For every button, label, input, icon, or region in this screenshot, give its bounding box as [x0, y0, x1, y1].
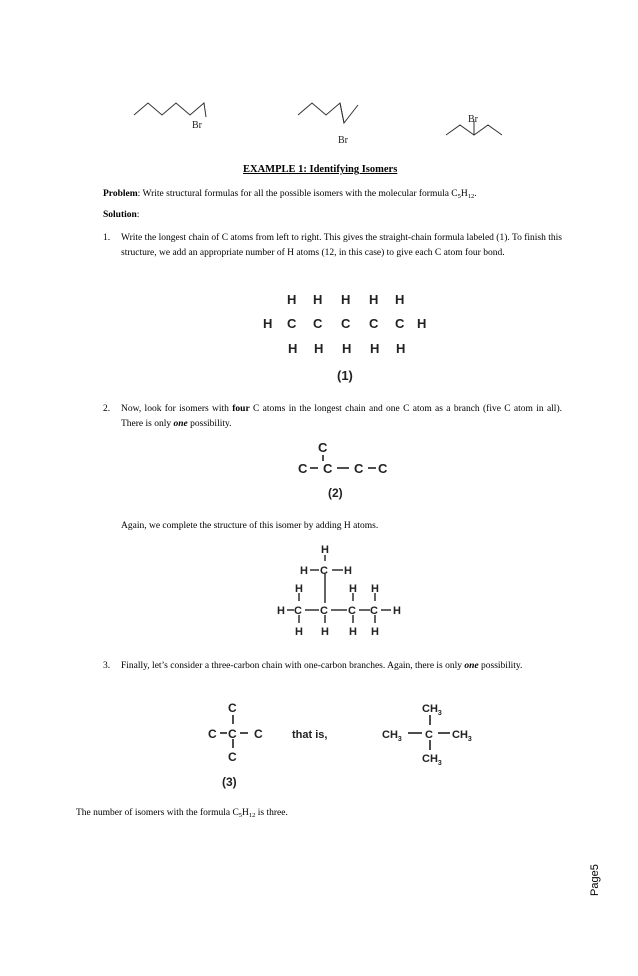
svg-text:H: H	[314, 341, 324, 356]
problem-label: Problem	[103, 189, 138, 199]
problem-text: : Write structural formulas for all the possible isomers with the molecular formula C	[137, 189, 458, 199]
skeletal-structures	[120, 95, 540, 155]
structure-2-hydrogens	[275, 543, 415, 643]
svg-text:H: H	[393, 605, 401, 617]
svg-text:CH3: $CH_3$	[422, 753, 442, 767]
problem-end: .	[474, 189, 477, 199]
br-label-3: Br	[468, 114, 478, 125]
skeletal-chain-2	[298, 103, 358, 123]
svg-text:H: H	[321, 544, 329, 556]
svg-text:H: H	[263, 316, 273, 331]
svg-text:H: H	[370, 341, 380, 356]
step-2-text: Now, look for isomers with four C atoms in the longest chain and one C atom as a branch (five C atom in all). There is only one possibility.	[121, 404, 562, 429]
br-label-2: Br	[338, 135, 348, 146]
svg-text:C: C	[341, 316, 351, 331]
svg-text:H: H	[300, 565, 308, 577]
solution-line	[103, 208, 139, 223]
svg-text:C: C	[313, 316, 323, 331]
svg-text:H: H	[295, 583, 303, 595]
svg-text:H: H	[321, 626, 329, 638]
structure-1-label: (1)	[337, 368, 353, 383]
problem-line	[103, 187, 573, 204]
svg-text:H: H	[371, 583, 379, 595]
conclusion: The number of isomers with the formula $C_5H_{12}$ is three.	[76, 808, 288, 819]
svg-text:C: C	[425, 729, 433, 741]
svg-text:H: H	[349, 583, 357, 595]
structure-2-label: (2)	[328, 486, 343, 500]
svg-text:H: H	[396, 341, 406, 356]
svg-text:C: C	[395, 316, 405, 331]
structure-2	[290, 437, 400, 502]
structure-3	[200, 698, 490, 790]
svg-text:H: H	[341, 292, 351, 307]
svg-text:H: H	[371, 626, 379, 638]
svg-text:C: C	[287, 316, 297, 331]
step-1-text: Write the longest chain of C atoms from left to right. This gives the straight-chain formula labeled (1). To finish this structure, we add an appropriate number of H atoms (12, in this case) to give each C atom four bond.	[121, 233, 562, 258]
svg-text:C: C	[348, 605, 356, 617]
svg-text:C: C	[228, 750, 237, 764]
svg-text:C: C	[294, 605, 302, 617]
svg-text:C: C	[323, 461, 333, 476]
svg-text:H: H	[344, 565, 352, 577]
svg-text:C: C	[320, 565, 328, 577]
svg-text:C: C	[298, 461, 308, 476]
skeletal-chain-1	[134, 103, 206, 117]
svg-text:C: C	[228, 701, 237, 715]
svg-text:C: C	[254, 727, 263, 741]
svg-text:H: H	[342, 341, 352, 356]
that-is-label: that is,	[292, 729, 328, 741]
svg-text:H: H	[313, 292, 323, 307]
svg-text:H: H	[417, 316, 427, 331]
svg-text:C: C	[320, 605, 328, 617]
svg-text:H: H	[277, 605, 285, 617]
solution-colon: :	[136, 210, 140, 220]
svg-text:H: H	[288, 341, 298, 356]
problem-mid: H	[460, 189, 468, 199]
problem-sub1: 5	[457, 193, 461, 200]
problem-sub2: 12	[467, 193, 475, 200]
svg-text:CH3: $CH_3$	[422, 703, 442, 717]
svg-text:H: H	[349, 626, 357, 638]
step-2-again: Again, we complete the structure of this isomer by adding H atoms.	[121, 521, 379, 531]
structure-1	[255, 290, 445, 385]
svg-text:H: H	[395, 292, 405, 307]
page-number: Page5	[589, 864, 601, 896]
step-3-number: 3.	[103, 661, 111, 671]
svg-text:C: C	[228, 727, 237, 741]
step-2-number: 2.	[103, 404, 111, 414]
svg-text:C: C	[208, 727, 217, 741]
svg-text:C: C	[369, 316, 379, 331]
step-3-text: Finally, let’s consider a three-carbon chain with one-carbon branches. Again, there is only one possibility.	[121, 661, 523, 671]
step-1-number: 1.	[103, 233, 111, 243]
svg-text:CH3: $CH_3$	[382, 729, 402, 743]
svg-text:H: H	[287, 292, 297, 307]
svg-text:H: H	[295, 626, 303, 638]
structure-3-label: (3)	[222, 775, 237, 789]
svg-text:C: C	[318, 440, 328, 455]
svg-text:C: C	[370, 605, 378, 617]
svg-text:H: H	[369, 292, 379, 307]
svg-text:C: C	[354, 461, 364, 476]
br-label-1: Br	[192, 120, 202, 131]
solution-label: Solution	[103, 210, 137, 220]
svg-text:CH3: $CH_3$	[452, 729, 472, 743]
svg-text:C: C	[378, 461, 388, 476]
example-heading: EXAMPLE 1: Identifying Isomers	[243, 164, 398, 175]
